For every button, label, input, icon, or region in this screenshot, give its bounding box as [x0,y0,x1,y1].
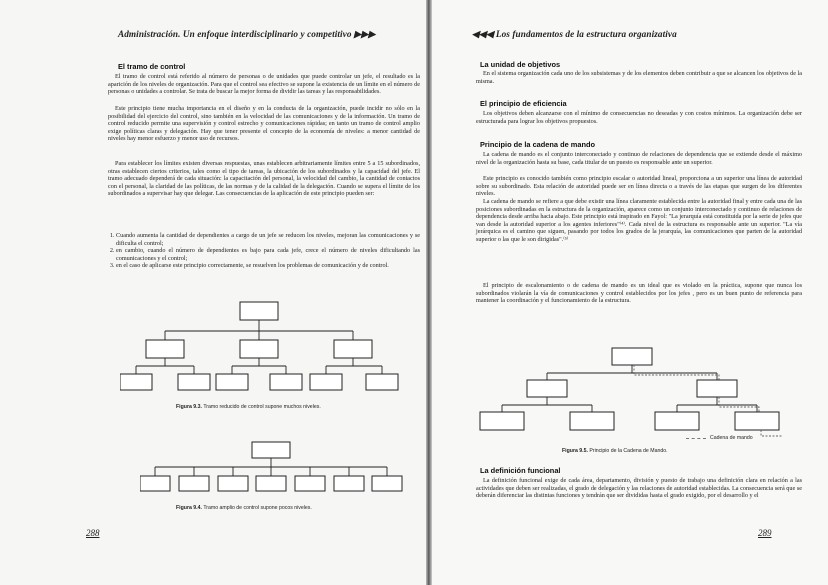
org-box [218,476,248,491]
cadena-paragraph-3: La cadena de mando se refiere a que debe existir una línea claramente establecida entre la autoridad final y entre cada una de las posiciones subordinadas en la estructura de la organización, aparece como un conjunto interconectado y continuo de relaciones de dependencia desde arriba hacia abajo. Este principio está inspirado en Fayol: "La jerarquía está constituida por la serie de jefes que van desde la autoridad superior a los agentes inferiores"⁽⁴⁾. Cada nivel de la estructura es responsable ante un superior. "La vía jerárquica es el camino que siguen, pasando por todos los grados de la jerarquía, las comunicaciones que parten de la autoridad superior o las que le son dirigidas".⁽⁵⁾ [476,198,802,243]
org-box [570,412,614,430]
list-item: 1. Cuando aumenta la cantidad de dependientes a cargo de un jefe se reducen los niveles, mejoran las comunicaciones y se dificulta el control; [116,232,420,247]
org-box [366,374,398,390]
org-box [178,374,210,390]
cadena-paragraph-4: El principio de escalonamiento o de cadena de mando es un ideal que es violado en la práctica, supone que nunca los subordinados violarán la vía de comunicaciones y control establecidos por los jefes , pero es un buen punto de referencia para mantener la coordinación y el funcionamiento de la estructura. [476,282,802,305]
tramo-paragraph-3: Para establecer los límites existen diversas respuestas, unas establecen arbitrariamente límites entre 5 a 15 subordinados, otras establecen ciertos criterios, tales como el tipo de tareas, la ubicación de los subordinados y la capacidad del jefe. El tramo adecuado dependerá de cada situación: la capacitación del personal, la velocidad del cambio, la cantidad de contactos con el personal, la claridad de las políticas, de las normas y de la calidad de la delegación. Cuando se supera el límite de los subordinados a supervisar hay que delegar. Las consecuencias de la aplicación de este principio pueden ser: [108,160,420,198]
figure-9-3-label: Figura 9.3. [176,404,202,410]
figure-9-5-caption-text: Principio de la Cadena de Mando. [589,448,668,454]
heading-unidad-de-objetivos: La unidad de objetivos [480,60,561,69]
org-box [527,380,567,397]
left-running-head: Administración. Un enfoque interdisciplinario y competitivo ▶▶▶ [118,29,376,39]
org-box [240,340,278,358]
figure-9-3-caption-text: Tramo reducido de control supone muchos niveles. [203,404,321,410]
chain-of-command-legend-line [686,438,706,439]
definicion-paragraph: La definición funcional exige de cada área, departamento, división y puesto de trabajo una definición clara en relación a las actividades que deben ser realizadas, el grado de delegación y las relaciones de autoridad establecidas. La consecuencia será que se deberán diferenciar las distintas funciones y tendrán que ser divididas hasta el grado exigido, por el desarrollo y el [476,477,802,500]
tramo-paragraph-2: Este principio tiene mucha importancia en el diseño y en la conducta de la organización, puede incidir no sólo en la posibilidad del ejercicio del control, sino también en la velocidad de las comunicaciones y de la información. Un tramo de control reducido permite una supervisión y control estrecho y comunicaciones rápidas; en tanto un tramo de control amplio exige políticas claras y delegación. Hay que tener presente el concepto de la economía de niveles: a menor cantidad de niveles hay menor esfuerzo y menor uso de recursos. [108,105,420,143]
org-box [612,348,652,365]
chain-of-command-legend-label: Cadena de mando [710,435,753,441]
figure-9-4-label: Figura 9.4. [176,505,202,511]
org-box [655,412,699,430]
cadena-paragraph-2: Este principio es conocido también como principio escalar o autoridad lineal, proporciona a un superior una línea de autoridad sobre su subordinado. Esta relación de autoridad puede ser en línea directa o a través de las etapas que surgen de los diferentes niveles. [476,175,802,198]
org-box [252,442,290,458]
org-box [146,340,184,358]
org-box [140,476,170,491]
figure-9-5-chain-of-command-chart [472,344,792,440]
org-box [179,476,209,491]
heading-definicion-funcional: La definición funcional [480,466,561,475]
org-box [480,412,524,430]
org-box [697,380,737,397]
org-box [270,374,302,390]
right-running-head: ◀◀◀ Los fundamentos de la estructura organizativa [472,29,677,39]
org-box [334,340,372,358]
figure-9-5-label: Figura 9.5. [562,448,588,454]
org-box [310,374,342,390]
org-box [240,302,278,320]
figure-9-4-caption [176,505,312,511]
org-box [120,374,152,390]
org-box [334,476,364,491]
figure-9-4-caption-text: Tramo amplio de control supone pocos niveles. [203,505,312,511]
figure-9-3-caption [176,404,321,410]
heading-tramo-de-control: El tramo de control [118,62,186,71]
eficiencia-paragraph: Los objetivos deben alcanzarse con el mínimo de consecuencias no deseadas y con costos mínimos. La organización debe ser estructurada para lograr los objetivos propuestos. [476,110,802,125]
org-box [735,412,779,430]
org-box [295,476,325,491]
org-box [216,374,248,390]
org-box [256,476,286,491]
figure-9-3-narrow-span-chart [120,300,410,400]
org-box [372,476,402,491]
list-item: 3. en el caso de aplicarse este principio correctamente, se resuelven los problemas de comunicación y de control. [116,262,420,270]
list-item: 2. en cambio, cuando el número de dependientes es bajo para cada jefe, crece el número de niveles dificultando las comunicaciones y el control; [116,247,420,262]
right-page-number: 289 [758,528,772,538]
tramo-paragraph-1: El tramo de control está referido al número de personas o de unidades que puede controlar un jefe, el resultado es la aparición de los niveles de organización. Para que el control sea efectivo se supone la existencia de un límite en el número de personas o unidades a controlar. Se trata de buscar la mejor forma de dividir las tareas y las responsabilidades. [108,73,420,96]
cadena-paragraph-1: La cadena de mando es el conjunto interconectado y continuo de relaciones de dependencia que se extiende desde el máximo nivel de la organización hasta su base, cada titular de un puesto es responsable ante un superior. [476,151,802,166]
unidad-paragraph: En el sistema organización cada uno de los subsistemas y de los elementos deben contribuir a que se alcancen los objetivos de la misma. [476,70,802,85]
figure-9-4-wide-span-chart [140,440,410,496]
right-page [432,0,828,585]
heading-principio-de-eficiencia: El principio de eficiencia [480,99,567,108]
figure-9-5-caption [562,448,668,454]
left-page-number: 288 [86,528,100,538]
consequences-list [102,232,420,270]
heading-cadena-de-mando: Principio de la cadena de mando [480,140,595,149]
